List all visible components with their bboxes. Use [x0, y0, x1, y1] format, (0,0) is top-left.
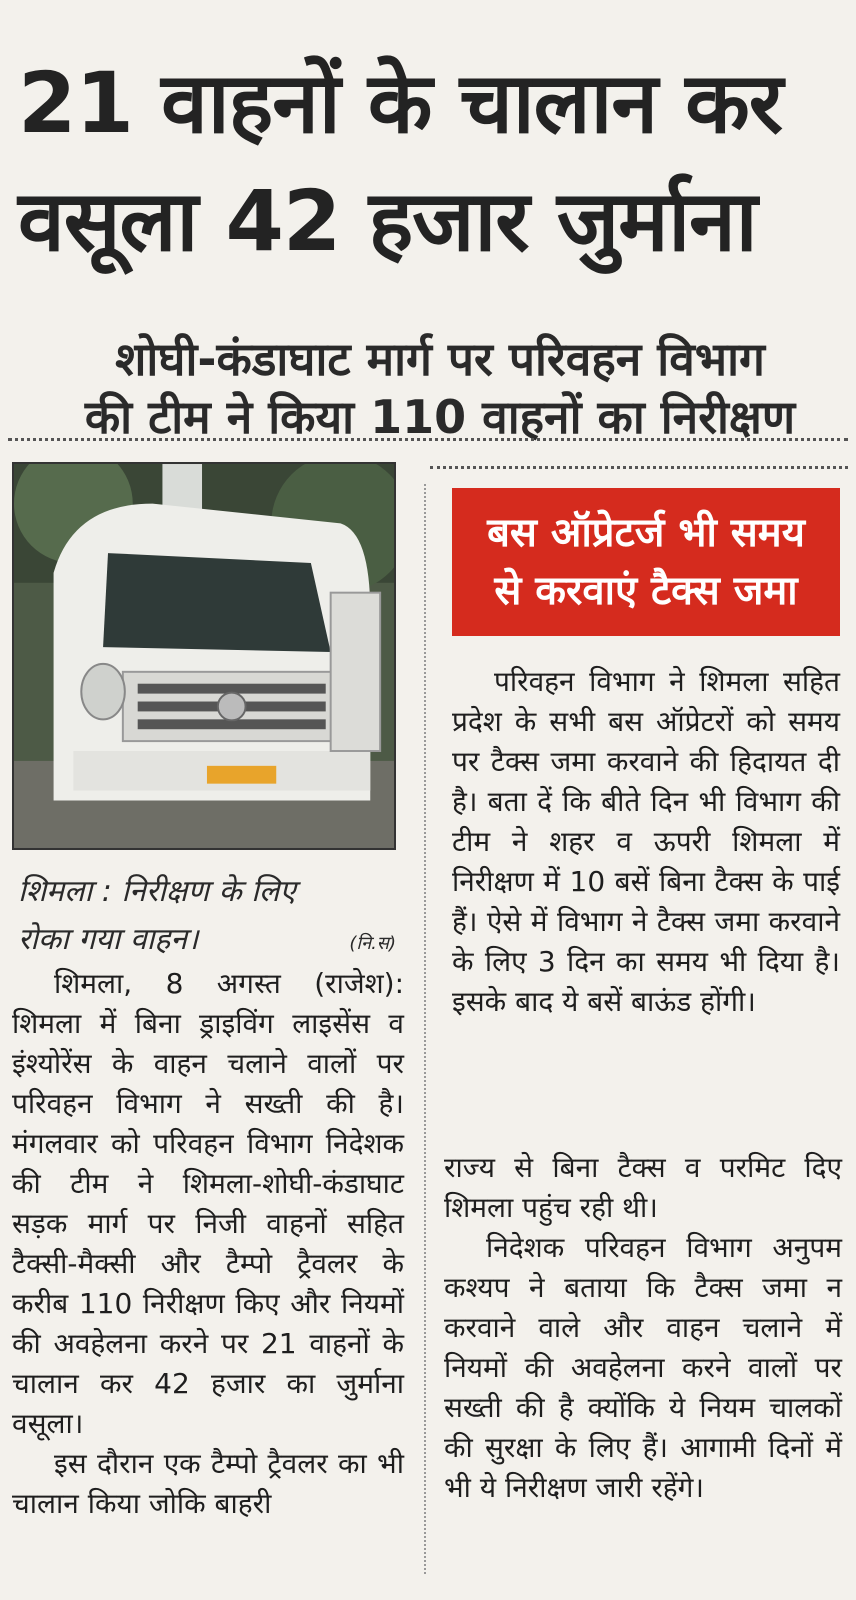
main-story-paragraph-1: शिमला, 8 अगस्त (राजेश): शिमला में बिना ड्राइविंग लाइसेंस व इंश्योरेंस के वाहन चलाने वालों पर परिवहन विभाग ने सख्ती की है। मंगलवार को परिवहन विभाग निदेशक की टीम ने शिमला-शोघी-कंडाघाट सड़क मार्ग पर निजी वाहनों सहित टैक्सी-मैक्सी और टैम्पो ट्रैवलर के करीब 110 निरीक्षण किए और नियमों की अवहेलना करने पर 21 वाहनों के चालान कर 42 हजार का जुर्माना वसूला। — [12, 967, 404, 1440]
boxed-headline-line-1: बस ऑप्रेटर्ज भी समय — [487, 510, 805, 556]
news-photo — [12, 462, 396, 850]
subheadline — [40, 330, 840, 446]
caption-line-1: शिमला : निरीक्षण के लिए — [18, 874, 296, 909]
headline-line-1: 21 वाहनों के चालान कर — [18, 54, 783, 152]
photo-credit: (नि.स) — [349, 933, 396, 954]
boxed-story-body — [452, 662, 840, 1022]
van-photo-illustration — [14, 464, 394, 848]
subheadline-line-1: शोघी-कंडाघाट मार्ग पर परिवहन विभाग — [115, 332, 765, 386]
main-story-paragraph-2: इस दौरान एक टैम्पो ट्रैवलर का भी चालान किया जोकि बाहरी — [12, 1447, 404, 1520]
main-story-column — [12, 964, 404, 1524]
dotted-divider-right — [430, 466, 848, 469]
dotted-divider — [8, 438, 848, 441]
continuation-paragraph-1: राज्य से बिना टैक्स व परमिट दिए शिमला पहुंच रही थी। — [444, 1151, 842, 1224]
boxed-story-headline — [452, 488, 840, 636]
boxed-headline-line-2: से करवाएं टैक्स जमा — [494, 568, 798, 614]
main-story-continuation — [444, 1148, 842, 1508]
caption-line-2: रोका गया वाहन। — [18, 922, 199, 957]
headline-line-2: वसूला 42 हजार जुर्माना — [18, 172, 757, 270]
continuation-paragraph-2: निदेशक परिवहन विभाग अनुपम कश्यप ने बताया कि टैक्स जमा न करवाने वाले और वाहन चलाने में नियमों की अवहेलना करने वालों पर सख्ती की है क्योंकि ये नियम चालकों की सुरक्षा के लिए हैं। आगामी दिनों में भी ये निरीक्षण जारी रहेंगे। — [444, 1231, 842, 1504]
boxed-story-paragraph: परिवहन विभाग ने शिमला सहित प्रदेश के सभी बस ऑप्रेटरों को समय पर टैक्स जमा करवाने की हिदायत दी है। बता दें कि बीते दिन भी विभाग की टीम ने शहर व ऊपरी शिमला में निरीक्षण में 10 बसें बिना टैक्स के पाई हैं। ऐसे में विभाग ने टैक्स जमा करवाने के लिए 3 दिन का समय भी दिया है। इसके बाद ये बसें बाऊंड होंगी। — [452, 665, 840, 1018]
photo-caption — [18, 868, 408, 964]
headline — [18, 44, 848, 280]
subheadline-line-2: की टीम ने किया 110 वाहनों का निरीक्षण — [84, 390, 796, 444]
column-rule — [424, 484, 426, 1574]
